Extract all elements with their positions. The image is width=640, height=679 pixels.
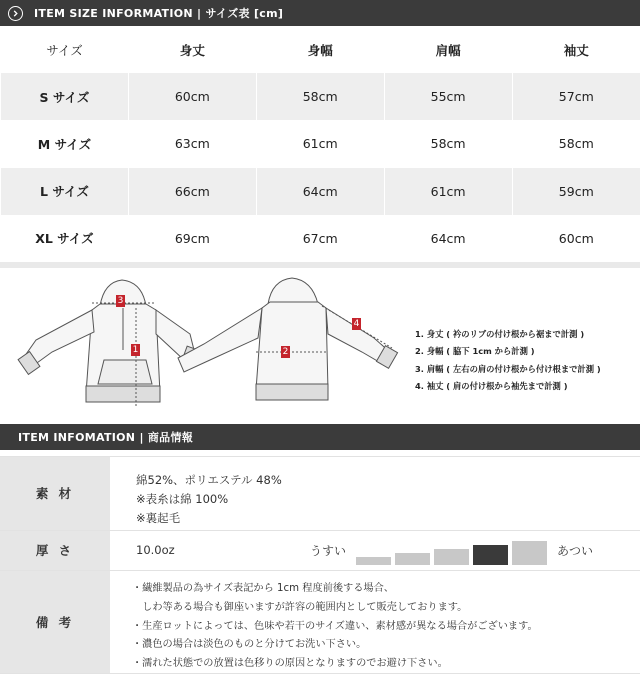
table-row	[1, 215, 640, 262]
table-cell: 61cm	[256, 120, 384, 167]
item-info-header	[0, 424, 640, 450]
table-row	[1, 73, 640, 120]
legend-item: 4. 袖丈 ( 肩の付け根から袖先まで計測 )	[415, 381, 568, 392]
table-row	[1, 120, 640, 167]
column-header: 肩幅	[384, 26, 512, 73]
thickness-value: 10.0oz	[136, 543, 175, 558]
column-header: 袖丈	[512, 26, 640, 73]
legend-item: 2. 身幅 ( 脇下 1cm から計測 )	[415, 346, 535, 357]
material-label: 素 材	[0, 457, 110, 530]
size-label: XL サイズ	[1, 215, 129, 262]
marker-4: 4	[353, 318, 360, 329]
table-cell: 64cm	[256, 168, 384, 215]
size-label: L サイズ	[1, 168, 129, 215]
size-table	[0, 26, 640, 262]
note-line: ・濡れた状態での放置は色移りの原因となりますのでお避け下さい。	[132, 658, 448, 670]
marker-2: 2	[282, 346, 289, 357]
thickness-label: 厚 さ	[0, 531, 110, 570]
marker-1: 1	[132, 344, 139, 355]
table-cell: 60cm	[128, 73, 256, 120]
marker-3: 3	[117, 295, 124, 306]
table-cell: 64cm	[384, 215, 512, 262]
thickness-scale	[310, 537, 593, 565]
thickness-bar	[512, 541, 547, 565]
material-line: 綿52%、ポリエステル 48%	[136, 472, 282, 487]
thickness-bar	[356, 557, 391, 565]
thickness-bar	[434, 549, 469, 565]
thickness-bars	[356, 537, 547, 565]
note-line: ・濃色の場合は淡色のものと分けてお洗い下さい。	[132, 639, 367, 651]
table-cell: 66cm	[128, 168, 256, 215]
chevron-right-icon	[8, 6, 23, 21]
table-cell: 55cm	[384, 73, 512, 120]
notes-label: 備 考	[0, 571, 110, 673]
column-header: 身丈	[128, 26, 256, 73]
size-label: S サイズ	[1, 73, 129, 120]
size-info-header	[0, 0, 640, 26]
hoodie-illustration	[0, 268, 410, 424]
material-line: ※表糸は綿 100%	[136, 491, 229, 506]
table-cell: 58cm	[256, 73, 384, 120]
thickness-bar-selected	[473, 545, 508, 565]
thickness-bar	[395, 553, 430, 565]
table-cell: 58cm	[512, 120, 640, 167]
table-cell: 59cm	[512, 168, 640, 215]
table-cell: 63cm	[128, 120, 256, 167]
material-line: ※裏起毛	[136, 510, 181, 525]
column-header: サイズ	[1, 26, 129, 73]
table-row	[1, 168, 640, 215]
column-header: 身幅	[256, 26, 384, 73]
note-line: しわ等ある場合も御座いますが許容の範囲内として販売しております。	[132, 601, 468, 613]
notes-value	[110, 571, 640, 673]
legend-item: 3. 肩幅 ( 左右の肩の付け根から付け根まで計測 )	[415, 363, 601, 374]
material-value	[110, 457, 640, 530]
thin-label: うすい	[310, 544, 347, 559]
note-line: ・繊維製品の為サイズ表記から 1cm 程度前後する場合、	[132, 582, 394, 594]
thickness-row	[0, 530, 640, 570]
table-cell: 67cm	[256, 215, 384, 262]
measurement-diagram	[0, 268, 640, 424]
size-label: M サイズ	[1, 120, 129, 167]
note-line: ・生産ロットによっては、色味や若干のサイズ違い、素材感が異なる場合がございます。	[132, 620, 538, 632]
table-cell: 57cm	[512, 73, 640, 120]
thick-label: あつい	[557, 544, 594, 559]
legend-item: 1. 身丈 ( 衿のリブの付け根から裾まで計測 )	[415, 328, 585, 339]
table-cell: 58cm	[384, 120, 512, 167]
notes-row	[0, 570, 640, 674]
table-cell: 60cm	[512, 215, 640, 262]
thickness-value-cell	[110, 531, 640, 570]
item-info-table	[0, 456, 640, 674]
size-table-header	[1, 26, 640, 73]
size-info-title: ITEM SIZE INFORMATION | サイズ表 [cm]	[34, 7, 284, 20]
material-row	[0, 456, 640, 530]
table-cell: 61cm	[384, 168, 512, 215]
item-info-title: ITEM INFOMATION | 商品情報	[18, 430, 194, 444]
measurement-legend	[415, 326, 601, 396]
table-cell: 69cm	[128, 215, 256, 262]
